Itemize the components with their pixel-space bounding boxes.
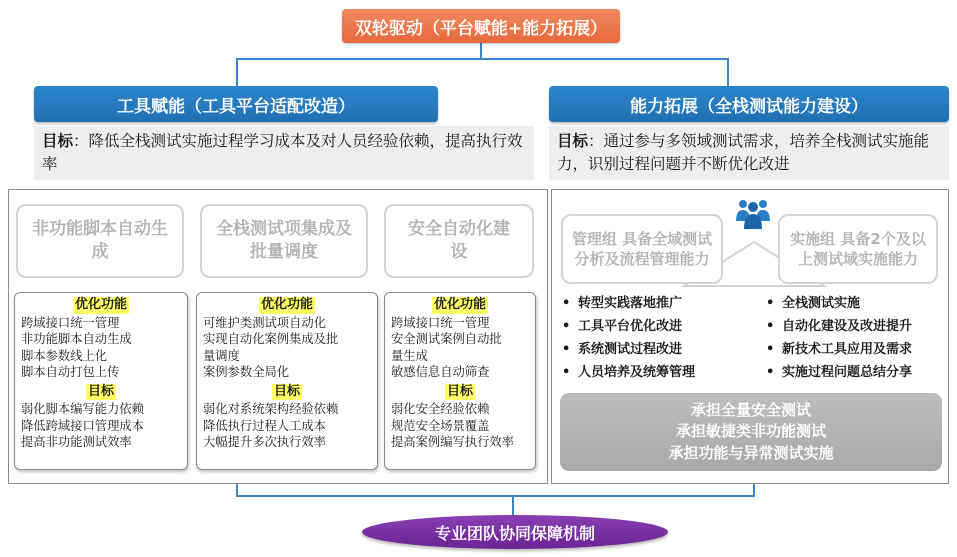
goal-item: 弱化脚本编写能力依赖 (21, 402, 144, 416)
opt-item: 跨域接口统一管理 (21, 315, 120, 330)
ghost-box-label: 实施组 具备2个及以上测试域实施能力 (790, 230, 926, 268)
opt-item: 实现自动化案例集成及批 (203, 332, 339, 346)
opt-title: 优化功能 (74, 297, 127, 312)
goal-title: 目标 (446, 383, 473, 399)
ghost-box-nonfunctional-script (16, 204, 184, 278)
goal-item: 降低执行过程人工成本 (203, 418, 326, 433)
ghost-box-label: 非功能脚本自动生成 (32, 219, 168, 262)
right-section-header: 能力拓展（全栈测试能力建设） (549, 86, 949, 122)
list-item: • 工具平台优化改进 (562, 319, 683, 334)
goal-item: 提高案例编写执行效率 (391, 435, 514, 449)
opt-title: 优化功能 (433, 297, 486, 312)
connector-top-right-drop (727, 58, 729, 86)
list-item: • 转型实践落地推广 (562, 296, 683, 311)
ghost-box-implementation-group (778, 214, 938, 284)
right-goal-text: ：通过参与多领域测试需求，培养全栈测试实施能力，识别过程问题并不断优化改进 (557, 132, 930, 173)
connector-bottom-right-rise (753, 484, 755, 497)
goal-item: 大幅提升多次执行效率 (203, 435, 326, 449)
connector-top-vertical (480, 43, 482, 59)
opt-item: 量生成 (391, 348, 428, 363)
opt-item: 安全测试案例自动批 (391, 332, 502, 346)
connector-top-left-drop (236, 58, 238, 86)
opt-item: 可维护类测试项自动化 (203, 315, 326, 330)
opt-item: 非功能脚本自动生成 (21, 332, 132, 346)
responsibility-line: 承担敏捷类非功能测试 (675, 422, 826, 441)
right-goal-box (549, 126, 949, 180)
opt-item: 脚本自动打包上传 (21, 365, 120, 379)
goal-item: 提高非功能测试效率 (21, 435, 132, 449)
list-item: • 人员培养及统筹管理 (562, 365, 696, 380)
opt-item: 敏感信息自动筛查 (391, 365, 490, 379)
ghost-box-label: 全栈测试项集成及批量调度 (216, 219, 352, 262)
ghost-box-fullstack-integration (200, 204, 368, 278)
management-bullet-list (562, 292, 752, 384)
list-item: • 系统测试过程改进 (562, 342, 683, 357)
goal-item: 弱化对系统架构经验依赖 (203, 402, 339, 416)
ghost-box-label: 管理组 具备全域测试分析及流程管理能力 (571, 230, 713, 268)
connector-bottom-left-rise (236, 484, 238, 497)
responsibility-summary-box (560, 393, 942, 471)
goal-item: 规范安全场景覆盖 (391, 418, 490, 433)
list-item: • 实施过程问题总结分享 (766, 365, 913, 380)
connector-top-horizontal (236, 58, 729, 60)
connector-bottom-horizontal (236, 495, 755, 497)
responsibility-line: 承担功能与异常测试实施 (668, 443, 834, 462)
opt-title: 优化功能 (260, 297, 313, 312)
opt-item: 量调度 (203, 348, 240, 363)
top-banner: 双轮驱动（平台赋能+能力拓展） (342, 9, 620, 43)
goal-title: 目标 (273, 383, 300, 399)
ghost-box-security-automation (384, 204, 534, 278)
detail-box-security (384, 292, 536, 470)
ghost-box-management-group (561, 214, 723, 284)
detail-box-script (14, 292, 188, 470)
opt-item: 案例参数全局化 (203, 365, 290, 379)
implementation-bullet-list (766, 292, 946, 384)
list-item: • 自动化建设及改进提升 (766, 319, 913, 334)
goal-item: 降低跨域接口管理成本 (21, 418, 144, 433)
opt-item: 跨域接口统一管理 (391, 315, 490, 330)
goal-title: 目标 (87, 383, 114, 399)
responsibility-line: 承担全量安全测试 (690, 400, 811, 419)
left-section-header: 工具赋能（工具平台适配改造） (34, 86, 438, 122)
left-goal-label: 目标 (42, 132, 74, 150)
list-item: • 新技术工具应用及需求 (766, 342, 913, 357)
list-item: • 全栈测试实施 (766, 296, 861, 311)
detail-box-integration (196, 292, 378, 470)
opt-item: 脚本参数线上化 (21, 348, 108, 363)
bottom-banner: 专业团队协同保障机制 (362, 515, 668, 549)
right-goal-label: 目标 (557, 132, 589, 150)
left-goal-text: ：降低全栈测试实施过程学习成本及对人员经验依赖，提高执行效率 (42, 132, 523, 173)
team-people-icon (735, 195, 771, 231)
left-goal-box (34, 126, 534, 180)
goal-item: 弱化安全经验依赖 (391, 402, 490, 416)
connector-bottom-vertical (512, 495, 514, 515)
ghost-box-label: 安全自动化建设 (408, 219, 510, 262)
